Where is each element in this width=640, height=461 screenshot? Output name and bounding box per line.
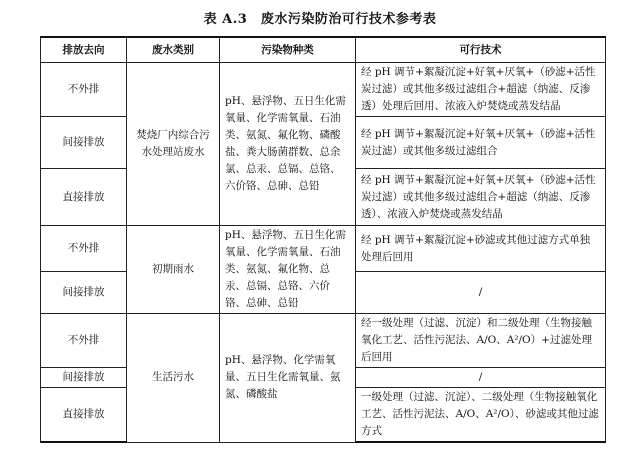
- category-cell: 生活污水: [127, 314, 220, 443]
- table-row: [41, 226, 606, 272]
- pollutants-cell: pH、悬浮物、五日生化需氧量、化学需氧量、石油类、氨氮、氟化物、磷酸盐、粪大肠菌群数、总余氯、总汞、总镉、总铬、六价铬、总砷、总铅: [220, 63, 356, 226]
- technique-cell: 经 pH 调节+絮凝沉淀+好氧+厌氧+（砂滤+活性炭过滤）或其他多级过滤组合: [356, 117, 606, 169]
- destination-cell: 间接排放: [41, 272, 127, 314]
- technique-cell: 经 pH 调节+絮凝沉淀+砂滤或其他过滤方式单独处理后回用: [356, 226, 606, 272]
- pollutants-cell: pH、悬浮物、化学需氧量、五日生化需氧量、氨氮、磷酸盐: [220, 314, 356, 443]
- pollutants-cell: pH、悬浮物、五日生化需氧量、化学需氧量、石油类、氨氮、氟化物、总汞、总镉、总铬、六价铬、总砷、总铅: [220, 226, 356, 314]
- destination-cell: 不外排: [41, 314, 127, 368]
- destination-cell: 直接排放: [41, 169, 127, 226]
- category-cell: 初期雨水: [127, 226, 220, 314]
- destination-cell: 不外排: [41, 63, 127, 117]
- reference-table: [40, 36, 606, 443]
- destination-cell: 间接排放: [41, 117, 127, 169]
- technique-cell: 一级处理（过滤、沉淀）、二级处理（生物接触氧化工艺、活性污泥法、A/O、A²/O）、砂滤或其他过滤方式: [356, 388, 606, 443]
- technique-cell: /: [356, 272, 606, 314]
- header-technique: 可行技术: [356, 37, 606, 63]
- header-category: 废水类别: [127, 37, 220, 63]
- header-pollutants: 污染物种类: [220, 37, 356, 63]
- destination-cell: 直接排放: [41, 388, 127, 443]
- table-row: [41, 314, 606, 368]
- technique-cell: 经 pH 调节+絮凝沉淀+好氧+厌氧+（砂滤+活性炭过滤）或其他多级过滤组合+超滤（纳滤、反渗透）、浓液入炉焚烧或蒸发结晶: [356, 169, 606, 226]
- category-cell: 焚烧厂内综合污水处理站废水: [127, 63, 220, 226]
- technique-cell: /: [356, 368, 606, 388]
- header-destination: 排放去向: [41, 37, 127, 63]
- destination-cell: 不外排: [41, 226, 127, 272]
- technique-cell: 经 pH 调节+絮凝沉淀+好氧+厌氧+（砂滤+活性炭过滤）或其他多级过滤组合+超滤（纳滤、反渗透）处理后回用、浓液入炉焚烧或蒸发结晶: [356, 63, 606, 117]
- technique-cell: 经一级处理（过滤、沉淀）和二级处理（生物接触氧化工艺、活性污泥法、A/O、A²/O）+过滤处理后回用: [356, 314, 606, 368]
- table-row: [41, 63, 606, 117]
- destination-cell: 间接排放: [41, 368, 127, 388]
- table-title: 表 A.3 废水污染防治可行技术参考表: [203, 12, 437, 27]
